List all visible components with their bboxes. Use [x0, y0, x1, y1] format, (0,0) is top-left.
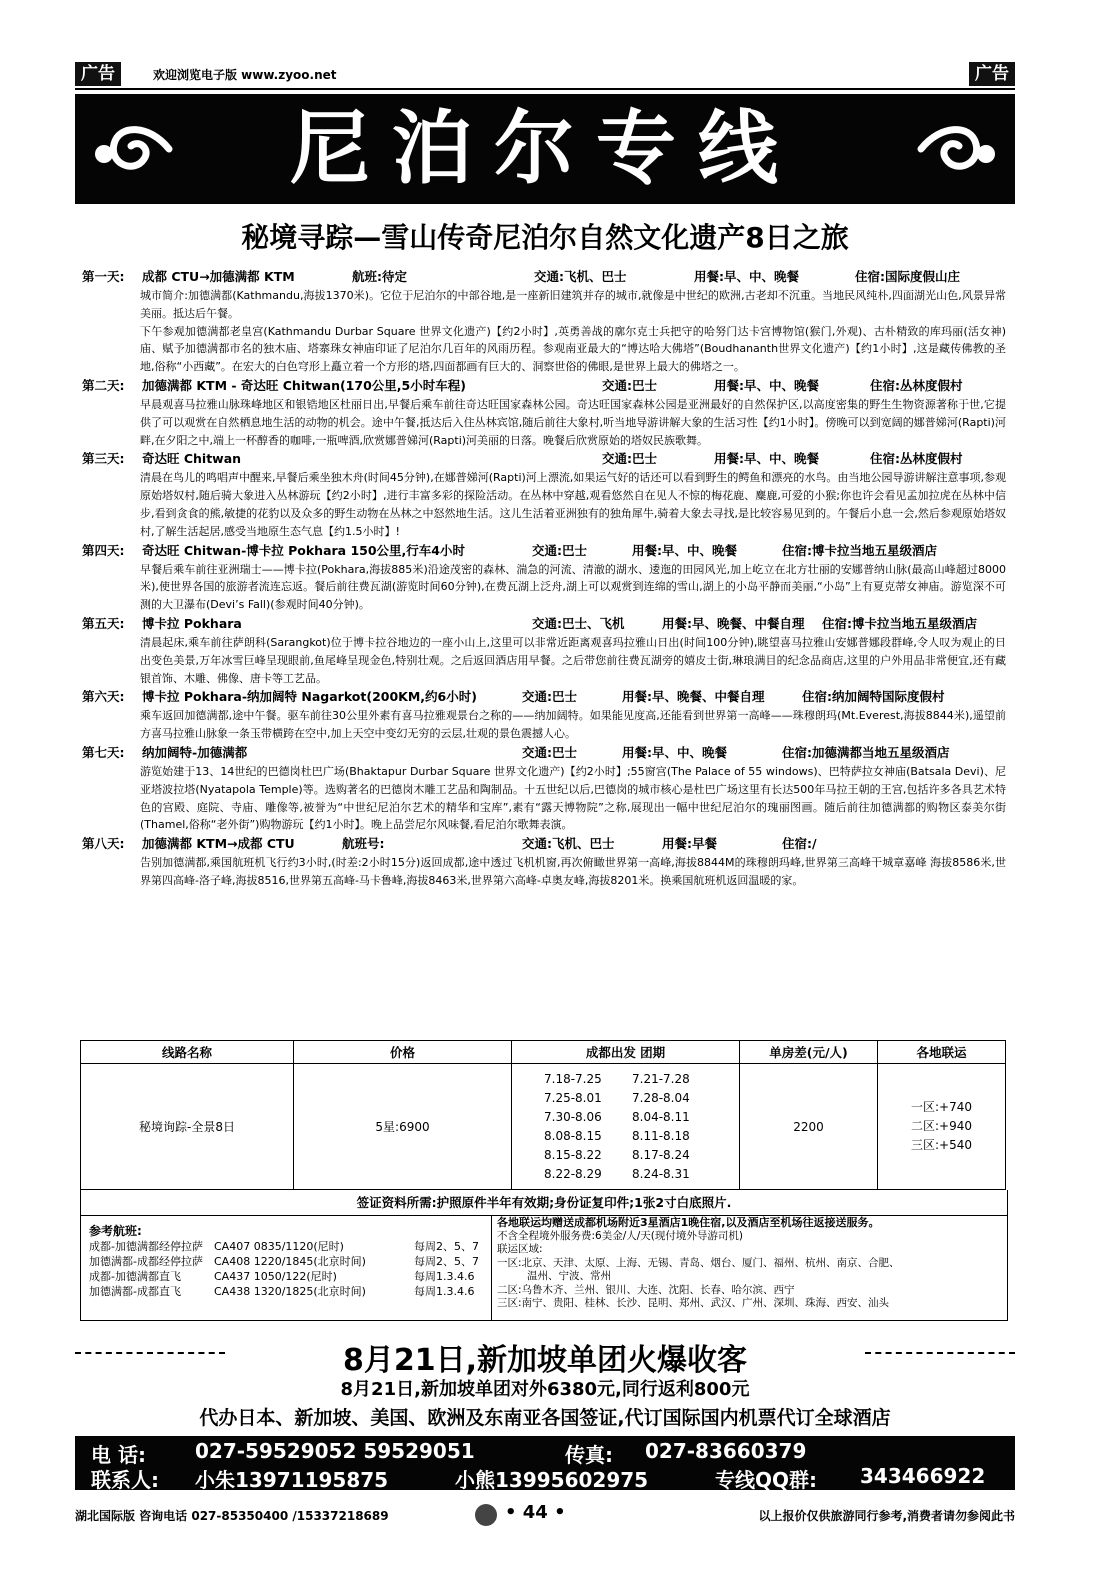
- day-description: [82, 287, 1006, 376]
- day-meals: 用餐:早、中、晚餐: [714, 451, 819, 467]
- footer-left: 湖北国际版 咨询电话 027-85350400 /15337218689: [75, 1509, 389, 1523]
- table-header-row: [81, 1041, 1006, 1064]
- day-label: 第八天:: [82, 836, 125, 852]
- date-cell: 8.24-8.31: [632, 1166, 690, 1181]
- region-item: 二区:+940: [910, 1119, 972, 1133]
- flight-info: CA437 1050/122(尼时): [214, 1270, 337, 1283]
- day-description: [82, 854, 1006, 890]
- day-transport: 交通:巴士、飞机: [532, 615, 625, 631]
- day-transport: 交通:巴士: [522, 689, 577, 705]
- day-label: 第七天:: [82, 744, 125, 760]
- day-route: 博卡拉 Pokhara: [142, 615, 242, 631]
- zone-list: 三区:南宁、贵阳、桂林、长沙、昆明、郑州、武汉、广州、深圳、珠海、西安、汕头: [497, 1297, 890, 1309]
- day-route: 加德满都 KTM→成都 CTU: [142, 836, 295, 852]
- day-paragraph: 游览始建于13、14世纪的巴德岗杜巴广场(Bhaktapur Durbar Square 世界文化遗产)【约2小时】;55窗宫(The Palace of 55 windows)、巴特萨拉女神庙(Batsala Devi)、尼亚塔波拉塔(Nyatapola Temple)等。选购著名的巴德岗木雕工艺品和陶制品。十五世纪以后,巴德岗的城市核心是杜巴广场这里有长达500年马拉王朝的王宫,包括许多各具艺术特色的宫殿、庭院、寺庙、雕像等,被誉为“中世纪尼泊尔艺术的精华和宝库”,素有“露天博物院”之称,展现出一幅中世纪尼泊尔的瑰丽图画。随后前往加德满都的购物区泰美尔街(Thamel,俗称“老外街”)购物游玩【约1小时】。晚上品尝尼尔风味餐,看尼泊尔歌舞表演。: [140, 764, 1006, 832]
- date-cell: 8.22-8.29: [544, 1166, 602, 1181]
- day-header: [82, 267, 1006, 287]
- ad-tag-left: 广告: [75, 62, 121, 86]
- day-header: [82, 449, 1006, 469]
- flight-route: 加德满都-成都直飞: [89, 1285, 181, 1298]
- welcome-text: 欢迎浏览电子版 www.zyoo.net: [153, 68, 337, 82]
- day-hotel: 住宿:纳加阔特国际度假村: [802, 689, 945, 705]
- region-surcharges: [878, 1064, 1006, 1190]
- flight-row: [89, 1269, 489, 1284]
- contact-person: 小朱13971195875: [195, 1468, 389, 1492]
- day-meals: 用餐:早、中、晚餐: [714, 377, 819, 393]
- day-paragraph: 清晨在鸟儿的鸣唱声中醒来,早餐后乘坐独木舟(时间45分钟),在娜普娣河(Rapti)河上漂流,如果运气好的话还可以看到野生的鳄鱼和漂亮的水鸟。由当地公园导游讲解注意事项,参观原始塔奴村,随后骑大象进入丛林游玩【约2小时】,进行丰富多彩的探险活动。在丛林中穿越,观看悠然自在见人不惊的梅花鹿、麋鹿,可爱的小猴;你也许会看见孟加拉虎在丛林中信步,看到贪食的熊,敏捷的花豹以及众多的野生动物在丛林之中怒然地生活。这儿生活着亚洲独有的独角犀牛,骑着大象去寻找,是比较容易见到的。午餐后小息一会,然后参观原始塔奴村,了解生活起居,感受当地原生态气息【约1.5小时】!: [140, 471, 1006, 538]
- day-paragraph: 城市简介:加德满都(Kathmandu,海拔1370米)。它位于尼泊尔的中部谷地,是一座新旧建筑并存的城市,就像是中世纪的欧洲,古老却不沉重。当地民风纯朴,四面湖光山色,风景异常美丽。抵达后午餐。: [140, 289, 1006, 320]
- day-section: [82, 267, 1006, 376]
- date-cell: 7.30-8.06: [544, 1109, 602, 1124]
- day-transport: 交通:巴士: [602, 377, 657, 393]
- price-table: [80, 1040, 1006, 1190]
- region-item: 三区:+540: [910, 1138, 972, 1152]
- date-row: [544, 1165, 738, 1184]
- fax-label: 传真:: [565, 1443, 613, 1467]
- page-badge-icon: [475, 1504, 497, 1526]
- divider: [865, 1352, 1015, 1354]
- table-header: 价格: [294, 1041, 512, 1064]
- day-transport: 交通:巴士: [522, 744, 577, 760]
- page-title: 秘境寻踪—雪山传奇尼泊尔自然文化遗产8日之旅: [241, 221, 849, 254]
- day-meals: 用餐:早、晚餐、中餐自理: [662, 615, 805, 631]
- day-hotel: 住宿:加德满都当地五星级酒店: [782, 744, 950, 760]
- day-header: [82, 614, 1006, 634]
- footer-right: 以上报价仅供旅游同行参考,消费者请勿参阅此书: [758, 1509, 1015, 1523]
- day-flight: 航班号:: [342, 836, 385, 852]
- day-hotel: 住宿:国际度假山庄: [855, 269, 960, 284]
- departure-dates: [512, 1064, 740, 1190]
- flight-route: 成都-加德满都直飞: [89, 1270, 181, 1283]
- day-transport: 交通:飞机、巴士: [522, 836, 615, 852]
- day-label: 第六天:: [82, 689, 125, 705]
- flight-days: 每周2、5、7: [414, 1240, 479, 1253]
- ad-tag-right: 广告: [969, 62, 1015, 86]
- qq-number: 343466922: [860, 1464, 986, 1488]
- flight-row: [89, 1239, 489, 1254]
- day-label: 第一天:: [82, 269, 125, 284]
- info-box: [80, 1216, 1008, 1321]
- day-meals: 用餐:早、中、晚餐: [632, 542, 737, 558]
- route-price: 5星:6900: [294, 1064, 512, 1190]
- day-header: [82, 834, 1006, 854]
- day-meals: 用餐:早、中、晚餐: [622, 744, 727, 760]
- flight-route: 加德满都-成都经停拉萨: [89, 1255, 203, 1268]
- visa-service: 代办日本、新加坡、美国、欧洲及东南亚各国签证,代订国际国内机票代订全球酒店: [199, 1407, 891, 1429]
- day-paragraph: 告别加德满都,乘国航班机飞行约3小时,(时差:2小时15分)返回成都,途中透过飞机机窗,再次俯瞰世界第一高峰,海拔8844M的珠穆朗玛峰,世界第三高峰干城章嘉峰 海拔8586米,世界第四高峰-洛子峰,海拔8516,世界第五高峰-马卡鲁峰,海拔8463米,世界第六高峰-卓奥友峰,海拔8201米。换乘国航班机返回温暖的家。: [140, 856, 1006, 887]
- zone-list: 温州、宁波、常州: [527, 1270, 611, 1282]
- zone-list: 二区:乌鲁木齐、兰州、银川、大连、沈阳、长春、哈尔滨、西宁: [497, 1283, 795, 1296]
- transfer-services: [491, 1216, 1006, 1320]
- day-section: [82, 687, 1006, 743]
- flight-days: 每周2、5、7: [414, 1255, 479, 1268]
- day-description: [82, 561, 1006, 614]
- day-description: [82, 396, 1006, 449]
- day-paragraph: 下午参观加德满都老皇宫(Kathmandu Durbar Square 世界文化遗产)【约2小时】,英勇善战的廓尔克士兵把守的哈努门达卡宫博物馆(猴门,外观)、古朴精致的库玛丽(活女神)庙、赋予加德满都市名的独木庙、塔寨珠女神庙印证了尼泊尔几百年的风雨历程。参观南亚最大的“博达哈大佛塔”(Boudhananth世界文化遗产)【约1小时】,这是藏传佛教的圣地,俗称“小西藏”。在宏大的白色穹形上矗立着一个方形的塔,四面都画有巨大的、洞察世俗的佛眼,是世界上最大的佛塔之一。: [140, 324, 1006, 374]
- zones-title: 联运区域:: [497, 1243, 543, 1255]
- day-paragraph: 早餐后乘车前往亚洲瑞士——博卡拉(Pokhara,海拔885米)沿途茂密的森林、湍急的河流、清澈的湖水、逶迤的田园风光,加上屹立在北方壮丽的安娜普纳山脉(最高山峰超过8000米),使世界各国的旅游者流连忘返。餐后前往费瓦湖(游览时间60分钟),在费瓦湖上泛舟,湖上可以观赏到连绵的雪山,湖上的小岛平静而美丽,“小岛”上有夏克蒂女神庙。游览深不可测的大卫瀑布(Devi’s Fall)(参观时间40分钟)。: [140, 562, 1006, 612]
- phone-label: 电 话:: [91, 1443, 146, 1467]
- day-hotel: 住宿:博卡拉当地五星级酒店: [822, 615, 977, 631]
- flight-info: CA407 0835/1120(尼时): [214, 1240, 344, 1253]
- date-cell: 8.04-8.11: [632, 1109, 690, 1124]
- day-section: [82, 614, 1006, 687]
- date-row: [544, 1127, 738, 1146]
- date-cell: 7.18-7.25: [544, 1071, 602, 1086]
- day-paragraph: 早晨观喜马拉雅山脉珠峰地区和银锆地区杜丽日出,早餐后乘车前往奇达旺国家森林公园。奇达旺国家森林公园是亚洲最好的自然保护区,以高度密集的野生生物资源著称于世,它提供了可以观赏在自然栖息地生活的动物的机会。途中午餐,抵达后入住丛林宾馆,随后前往大象村,听当地导游讲解大象的生活习性【约1小时】。傍晚可以到宽阔的娜普娣河(Rapti)河畔,在夕阳之中,端上一杯醇香的咖啡,一瓶啤酒,欣赏娜普娣河(Rapti)河美丽的日落。晚餐后欣赏原始的塔奴民族歌舞。: [140, 397, 1006, 447]
- day-hotel: 住宿:博卡拉当地五星级酒店: [782, 542, 937, 558]
- fax-number: 027-83660379: [645, 1439, 807, 1463]
- table-header: 成都出发 团期: [512, 1041, 740, 1064]
- day-label: 第二天:: [82, 377, 125, 393]
- day-paragraph: 清晨起床,乘车前往萨朗科(Sarangkot)位于博卡拉谷地边的一座小山上,这里可以非常近距离观喜玛拉雅山日出(时间100分钟),眺望喜马拉雅山安娜普娜段群峰,令人叹为观止的日出变色美景,万年冰雪巨峰呈现眼前,鱼尾峰呈现金色,特别壮观。之后返回酒店用早餐。之后带您前往费瓦湖旁的嬉皮士街,琳琅满目的纪念品商店,这里的户外用品非常便宜,还有藏银首饰、木雕、佛像、唐卡等工艺品。: [140, 635, 1006, 685]
- contact-person: 小熊13995602975: [455, 1468, 649, 1492]
- date-cell: 8.08-8.15: [544, 1128, 602, 1143]
- flights-title: 参考航班:: [89, 1224, 142, 1238]
- flight-days: 每周1.3.4.6: [414, 1270, 475, 1283]
- day-route: 纳加阔特-加德满都: [142, 744, 248, 760]
- banner: [75, 94, 1015, 204]
- day-section: [82, 743, 1006, 834]
- single-supplement: 2200: [740, 1064, 878, 1190]
- divider: [75, 88, 1015, 90]
- date-cell: 8.17-8.24: [632, 1147, 690, 1162]
- flight-route: 成都-加德满都经停拉萨: [89, 1240, 203, 1253]
- flight-info: CA408 1220/1845(北京时间): [214, 1255, 366, 1268]
- flight-info: CA438 1320/1825(北京时间): [214, 1285, 366, 1298]
- day-meals: 用餐:早、晚餐、中餐自理: [622, 689, 765, 705]
- day-hotel: 住宿:/: [782, 836, 817, 852]
- day-meals: 用餐:早、中、晚餐: [694, 269, 799, 284]
- day-route: 奇达旺 Chitwan-博卡拉 Pokhara 150公里,行车4小时: [142, 542, 465, 558]
- date-row: [544, 1070, 738, 1089]
- day-section: [82, 834, 1006, 890]
- day-section: [82, 376, 1006, 449]
- flight-days: 每周1.3.4.6: [414, 1285, 475, 1298]
- day-hotel: 住宿:丛林度假村: [870, 451, 963, 467]
- service-note: 不含全程境外服务费:6美金/人/天(现付境外导游司机): [497, 1229, 743, 1242]
- day-header: [82, 687, 1006, 707]
- promo-banner: [75, 1335, 1015, 1378]
- service-note: 各地联运均赠送成都机场附近3星酒店1晚住宿,以及酒店至机场往返接送服务。: [497, 1216, 880, 1229]
- day-label: 第四天:: [82, 542, 125, 558]
- day-label: 第三天:: [82, 451, 125, 467]
- day-description: [82, 469, 1006, 540]
- top-bar: [75, 62, 1015, 88]
- visa-requirements: 签证资料所需:护照原件半年有效期;身份证复印件;1张2寸白底照片.: [80, 1190, 1008, 1216]
- date-row: [544, 1146, 738, 1165]
- date-cell: 7.28-8.04: [632, 1090, 690, 1105]
- table-row: [81, 1064, 1006, 1190]
- day-transport: 交通:巴士: [602, 451, 657, 467]
- day-label: 第五天:: [82, 615, 125, 631]
- day-route: 加德满都 KTM - 奇达旺 Chitwan(170公里,5小时车程): [142, 377, 466, 393]
- day-description: [82, 707, 1006, 743]
- promo-title: 8月21日,新加坡单团火爆收客: [342, 1343, 748, 1378]
- day-transport: 交通:巴士: [532, 542, 587, 558]
- flight-row: [89, 1284, 489, 1299]
- table-header: 单房差(元/人): [740, 1041, 878, 1064]
- date-row: [544, 1089, 738, 1108]
- day-transport: 交通:飞机、巴士: [534, 269, 627, 284]
- day-section: [82, 541, 1006, 614]
- swirl-ornament-right-icon: [911, 114, 1001, 184]
- day-header: [82, 376, 1006, 396]
- day-header: [82, 541, 1006, 561]
- contact-bar: [75, 1436, 1015, 1490]
- table-header: 各地联运: [878, 1041, 1006, 1064]
- day-section: [82, 449, 1006, 540]
- zone-list: 一区:北京、天津、太原、上海、无锡、青岛、烟台、厦门、福州、杭州、南京、合肥、: [497, 1256, 900, 1269]
- flight-row: [89, 1254, 489, 1269]
- date-cell: 8.15-8.22: [544, 1147, 602, 1162]
- page-number: • 44 •: [505, 1502, 566, 1523]
- day-description: [82, 634, 1006, 687]
- banner-title: 尼泊尔专线: [290, 101, 800, 195]
- day-route: 奇达旺 Chitwan: [142, 451, 242, 467]
- day-meals: 用餐:早餐: [662, 836, 717, 852]
- qq-label: 专线QQ群:: [715, 1468, 818, 1492]
- date-cell: 8.11-8.18: [632, 1128, 690, 1143]
- day-header: [82, 743, 1006, 763]
- date-cell: 7.25-8.01: [544, 1090, 602, 1105]
- date-cell: 7.21-7.28: [632, 1071, 690, 1086]
- contact-person-label: 联系人:: [91, 1468, 159, 1492]
- itinerary: [82, 267, 1006, 890]
- footer: [75, 1500, 1015, 1530]
- day-flight: 航班:待定: [352, 269, 407, 284]
- reference-flights: [89, 1224, 489, 1299]
- day-paragraph: 乘车返回加德满都,途中午餐。驱车前往30公里外素有喜马拉雅观景台之称的——纳加阔特。如果能见度高,还能看到世界第一高峰——珠穆朗玛(Mt.Everest,海拔8844米),遥望前方喜马拉雅山脉象一条玉带横跨在空中,加上天空中变幻无穷的云层,壮观的景色震撼人心。: [140, 709, 1006, 741]
- day-route: 博卡拉 Pokhara-纳加阔特 Nagarkot(200KM,约6小时): [142, 689, 477, 705]
- day-hotel: 住宿:丛林度假村: [870, 377, 963, 393]
- phone-numbers: 027-59529052 59529051: [195, 1439, 475, 1463]
- route-name: 秘境询踪-全景8日: [81, 1064, 294, 1190]
- day-description: [82, 763, 1006, 834]
- table-header: 线路名称: [81, 1041, 294, 1064]
- promo-subtitle: 8月21日,新加坡单团对外6380元,同行返利800元: [340, 1379, 750, 1400]
- region-item: 一区:+740: [910, 1100, 972, 1114]
- date-row: [544, 1108, 738, 1127]
- day-route: 成都 CTU→加德满都 KTM: [142, 269, 295, 284]
